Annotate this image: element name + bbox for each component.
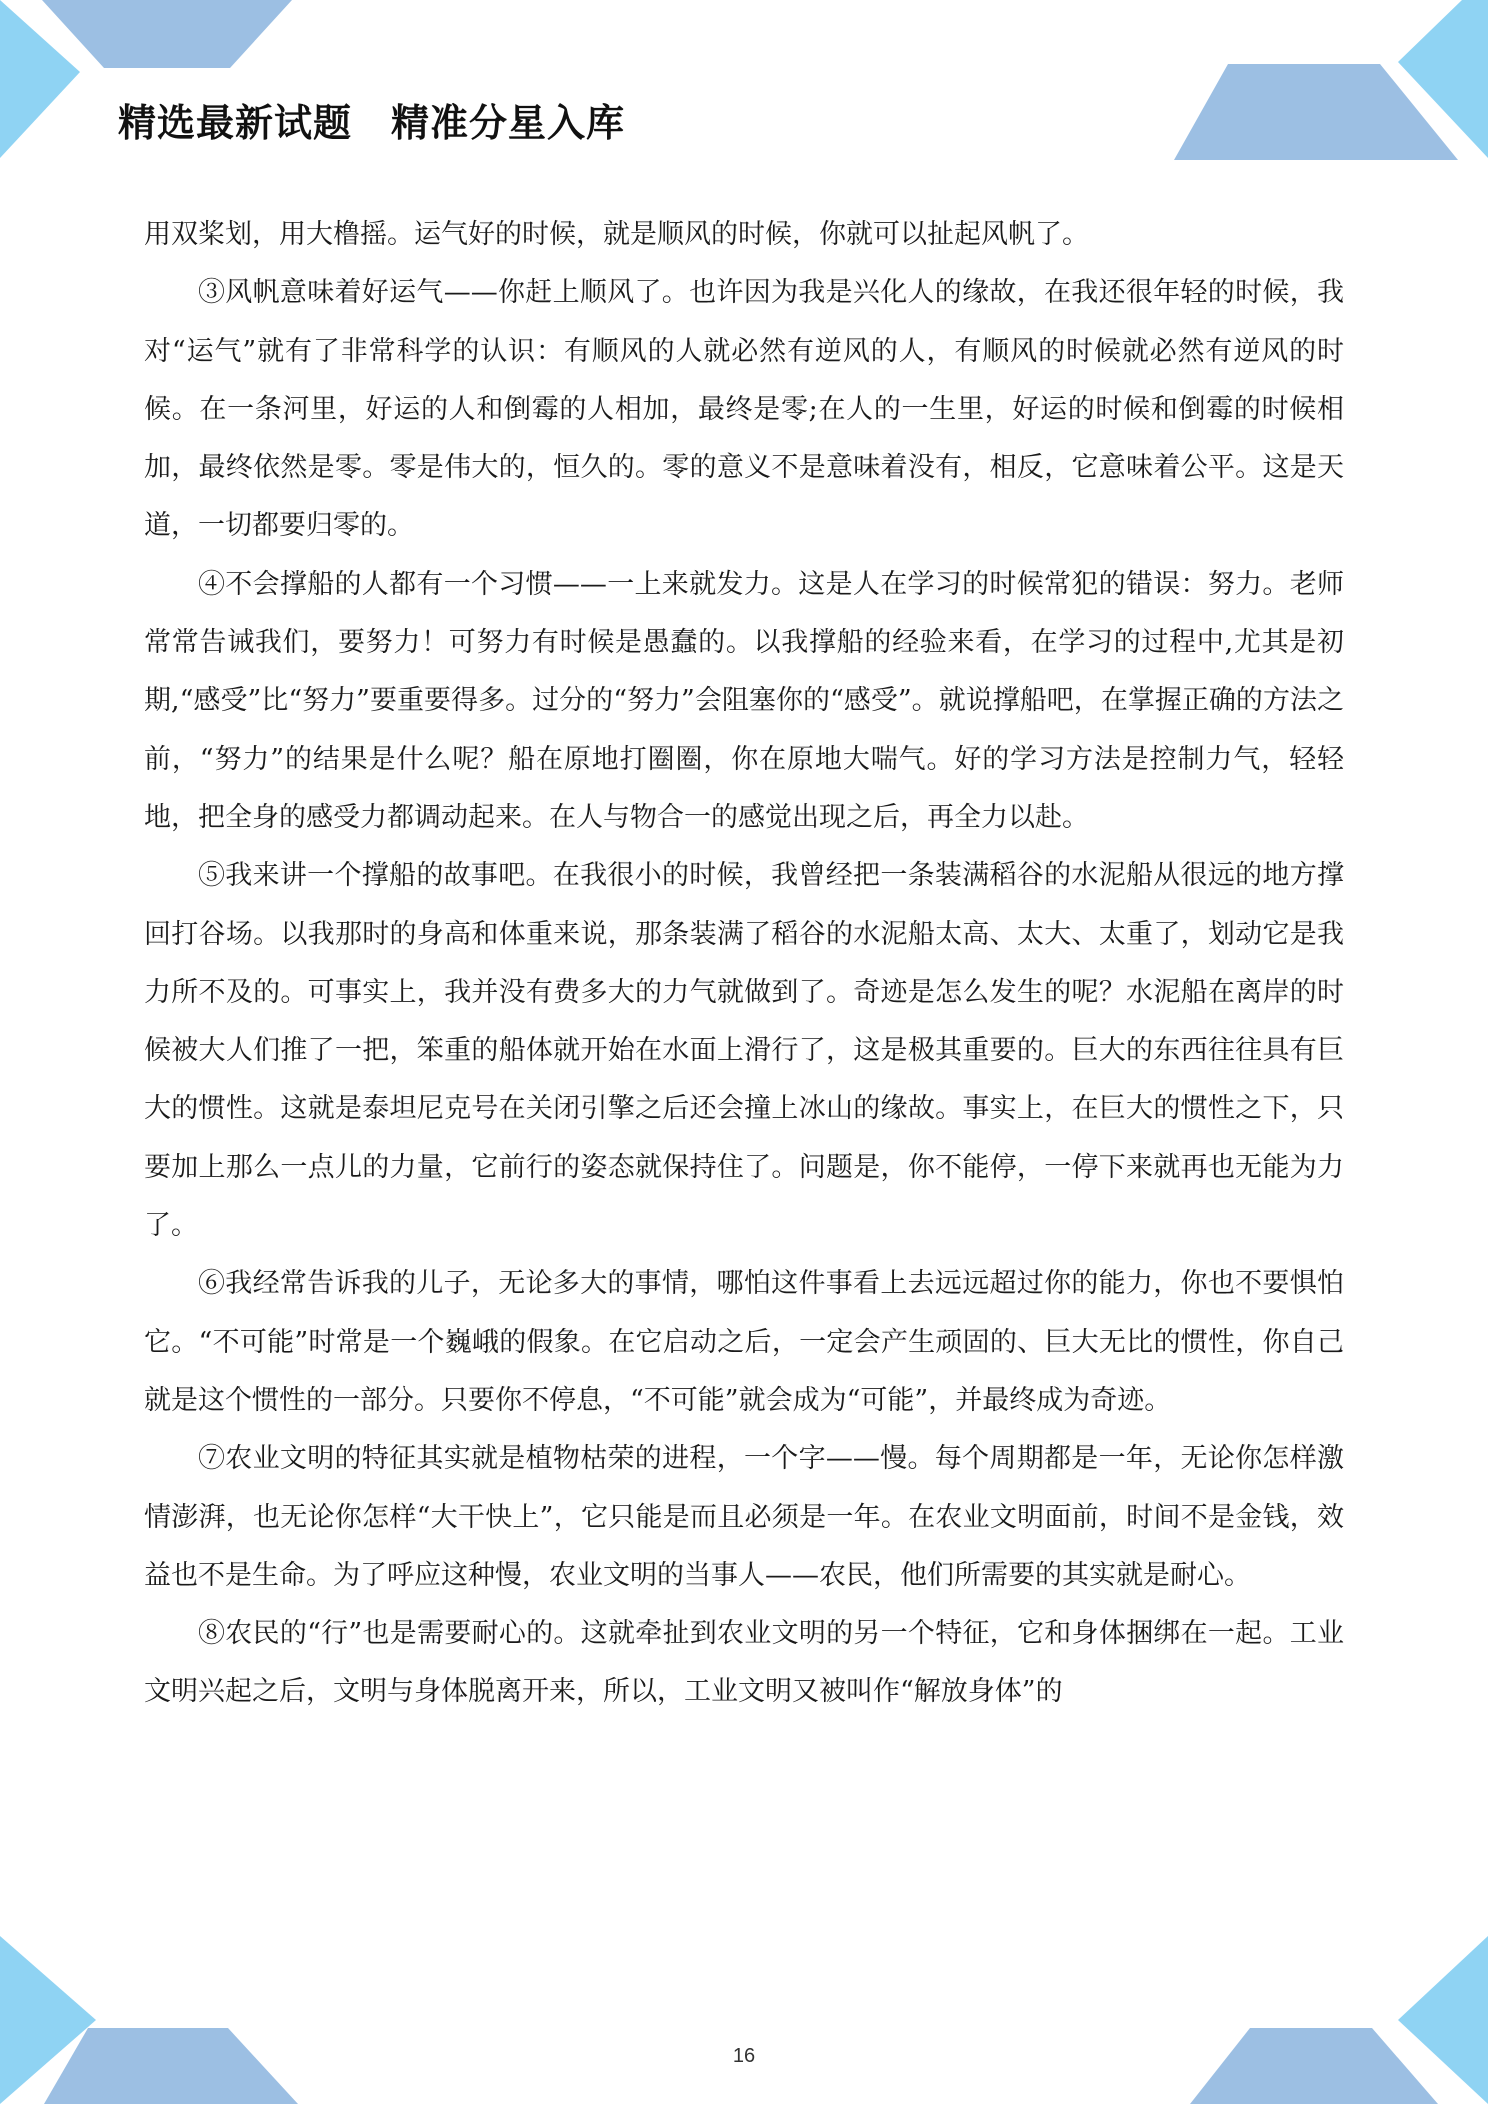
decor-shape-bottom-left-triangle (0, 1936, 96, 2104)
decor-shape-bottom-right-triangle (1398, 1936, 1488, 2104)
page-number: 16 (732, 2045, 756, 2067)
decor-shape-top-right-triangle (1398, 0, 1488, 158)
header-title: 精选最新试题 精准分星入库 (118, 101, 626, 145)
paragraph-7: ⑦农业文明的特征其实就是植物枯荣的进程，一个字——慢。每个周期都是一年，无论你怎样激情澎湃，也无论你怎样“大干快上”，它只能是而且必须是一年。在农业文明面前，时间不是金钱，效益也不是生命。为了呼应这种慢，农业文明的当事人——农民，他们所需要的其实就是耐心。 (144, 1443, 1344, 1591)
paragraph-continuation: 用双桨划，用大橹摇。运气好的时候，就是顺风的时候，你就可以扯起风帆了。 (144, 219, 1089, 250)
paragraph-5: ⑤我来讲一个撑船的故事吧。在我很小的时候，我曾经把一条装满稻谷的水泥船从很远的地方撑回打谷场。以我那时的身高和体重来说，那条装满了稻谷的水泥船太高、太大、太重了，划动它是我力所不及的。可事实上，我并没有费多大的力气就做到了。奇迹是怎么发生的呢？水泥船在离岸的时候被大人们推了一把，笨重的船体就开始在水面上滑行了，这是极其重要的。巨大的东西往往具有巨大的惯性。这就是泰坦尼克号在关闭引擎之后还会撞上冰山的缘故。事实上，在巨大的惯性之下，只要加上那么一点儿的力量，它前行的姿态就保持住了。问题是，你不能停，一停下来就再也无能为力了。 (144, 860, 1344, 1242)
paragraph-4: ④不会撑船的人都有一个习惯——一上来就发力。这是人在学习的时候常犯的错误：努力。老师常常告诫我们，要努力！可努力有时候是愚蠢的。以我撑船的经验来看，在学习的过程中,尤其是初期,“感受”比“努力”要重要得多。过分的“努力”会阻塞你的“感受”。就说撑船吧，在掌握正确的方法之前，“努力”的结果是什么呢？船在原地打圈圈，你在原地大喘气。好的学习方法是控制力气，轻轻地，把全身的感受力都调动起来。在人与物合一的感觉出现之后，再全力以赴。 (144, 568, 1344, 833)
paragraph-8: ⑧农民的“行”也是需要耐心的。这就牵扯到农业文明的另一个特征，它和身体捆绑在一起。工业文明兴起之后，文明与身体脱离开来，所以，工业文明又被叫作“解放身体”的 (144, 1618, 1344, 1708)
decor-shape-top-left-triangle (0, 0, 80, 158)
decor-shape-top-left-trapezoid (42, 0, 292, 68)
paragraph-3: ③风帆意味着好运气——你赶上顺风了。也许因为我是兴化人的缘故，在我还很年轻的时候，我对“运气”就有了非常科学的认识：有顺风的人就必然有逆风的人，有顺风的时候就必然有逆风的时候。在一条河里，好运的人和倒霉的人相加，最终是零;在人的一生里，好运的时候和倒霉的时候相加，最终依然是零。零是伟大的，恒久的。零的意义不是意味着没有，相反，它意味着公平。这是天道，一切都要归零的。 (144, 277, 1344, 542)
article-body (144, 206, 1344, 1722)
paragraph-6: ⑥我经常告诉我的儿子，无论多大的事情，哪怕这件事看上去远远超过你的能力，你也不要惧怕它。“不可能”时常是一个巍峨的假象。在它启动之后，一定会产生顽固的、巨大无比的惯性，你自己就是这个惯性的一部分。只要你不停息，“不可能”就会成为“可能”，并最终成为奇迹。 (144, 1268, 1344, 1416)
decor-shape-top-right-trapezoid (1174, 64, 1458, 160)
